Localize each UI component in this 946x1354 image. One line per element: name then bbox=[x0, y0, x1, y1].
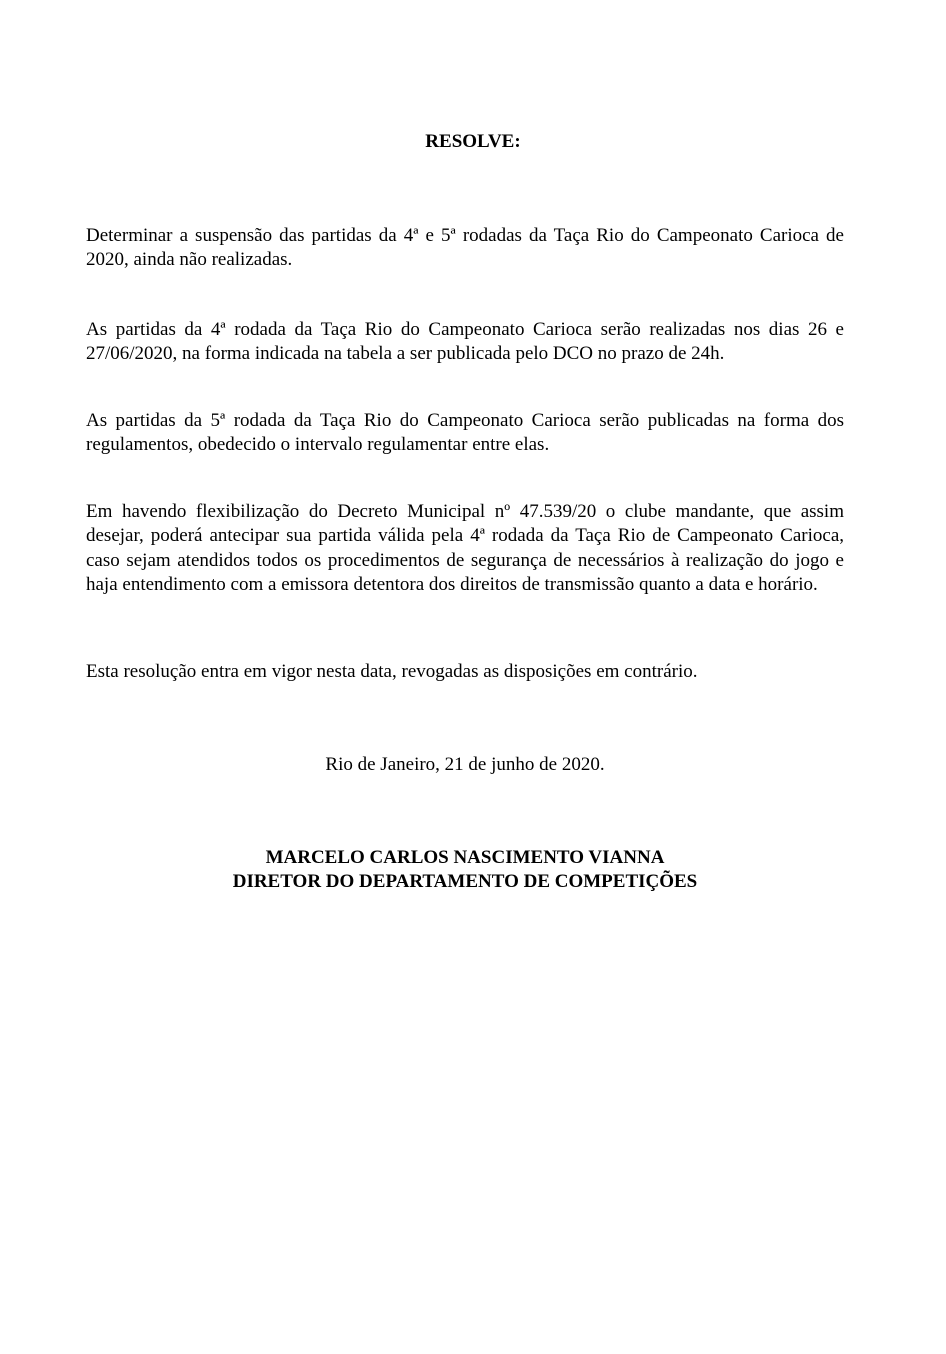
paragraph-effective-date: Esta resolução entra em vigor nesta data, revogadas as disposições em contrário. bbox=[86, 661, 698, 682]
paragraph-round-5-schedule: As partidas da 5ª rodada da Taça Rio do Campeonato Carioca serão publicadas na forma dos regulamentos, obedecido o intervalo regulamentar entre elas. bbox=[86, 410, 844, 456]
paragraph-suspension: Determinar a suspensão das partidas da 4ª e 5ª rodadas da Taça Rio do Campeonato Carioca de 2020, ainda não realizadas. bbox=[86, 225, 844, 271]
signatory-title: DIRETOR DO DEPARTAMENTO DE COMPETIÇÕES bbox=[232, 871, 698, 892]
paragraph-round-4-schedule: As partidas da 4ª rodada da Taça Rio do Campeonato Carioca serão realizadas nos dias 26 e 27/06/2020, na forma indicada na tabela a ser publicada pelo DCO no prazo de 24h. bbox=[86, 319, 844, 365]
signatory-name: MARCELO CARLOS NASCIMENTO VIANNA bbox=[265, 847, 665, 868]
date-line: Rio de Janeiro, 21 de junho de 2020. bbox=[325, 754, 605, 775]
paragraph-decree-flexibilization: Em havendo flexibilização do Decreto Municipal nº 47.539/20 o clube mandante, que assim desejar, poderá antecipar sua partida válida pela 4ª rodada da Taça Rio de Campeonato Carioca, caso sejam atendidos todos os procedimentos de segurança de necessários à realização do jogo e haja entendimento com a emissora detentora dos direitos de transmissão quanto a data e horário. bbox=[86, 501, 844, 596]
document-heading: RESOLVE: bbox=[425, 131, 521, 152]
